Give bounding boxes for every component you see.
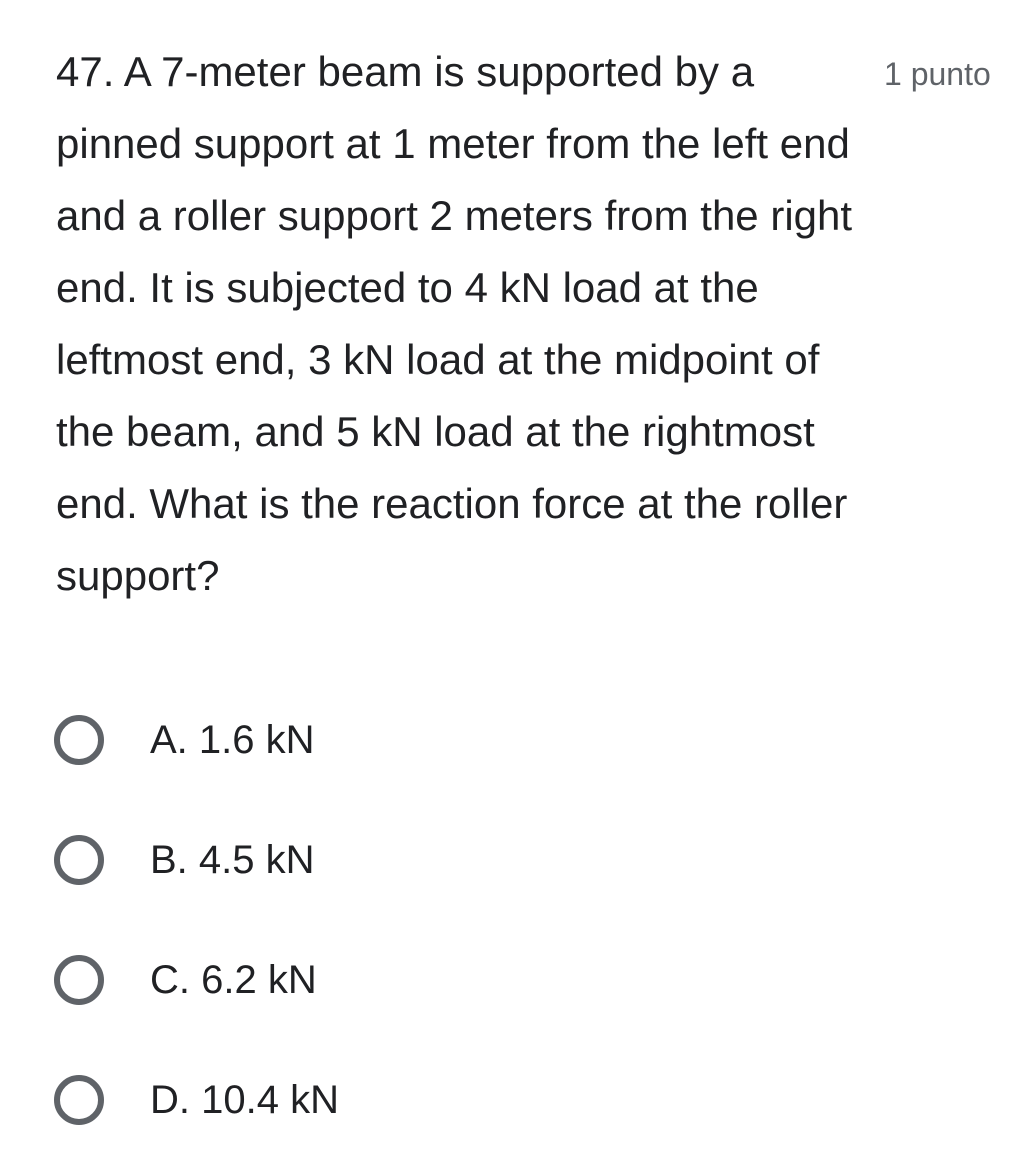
option-label: B. 4.5 kN	[150, 838, 315, 882]
option-a[interactable]	[54, 680, 954, 800]
radio-button-icon[interactable]	[54, 1075, 104, 1125]
option-d[interactable]	[54, 1040, 954, 1160]
option-label: A. 1.6 kN	[150, 718, 315, 762]
points-label: 1 punto	[884, 56, 991, 92]
option-c[interactable]	[54, 920, 954, 1040]
question-text: 47. A 7-meter beam is supported by a pinned support at 1 meter from the left end and a roller support 2 meters from the right end. It is subjected to 4 kN load at the leftmost end, 3 kN load at the midpoint of the beam, and 5 kN load at the rightmost end. What is the reaction force at the roller support?	[56, 48, 853, 599]
option-b[interactable]	[54, 800, 954, 920]
radio-button-icon[interactable]	[54, 835, 104, 885]
answer-options	[54, 680, 954, 1160]
radio-button-icon[interactable]	[54, 955, 104, 1005]
option-label: D. 10.4 kN	[150, 1078, 339, 1122]
radio-button-icon[interactable]	[54, 715, 104, 765]
option-label: C. 6.2 kN	[150, 958, 317, 1002]
